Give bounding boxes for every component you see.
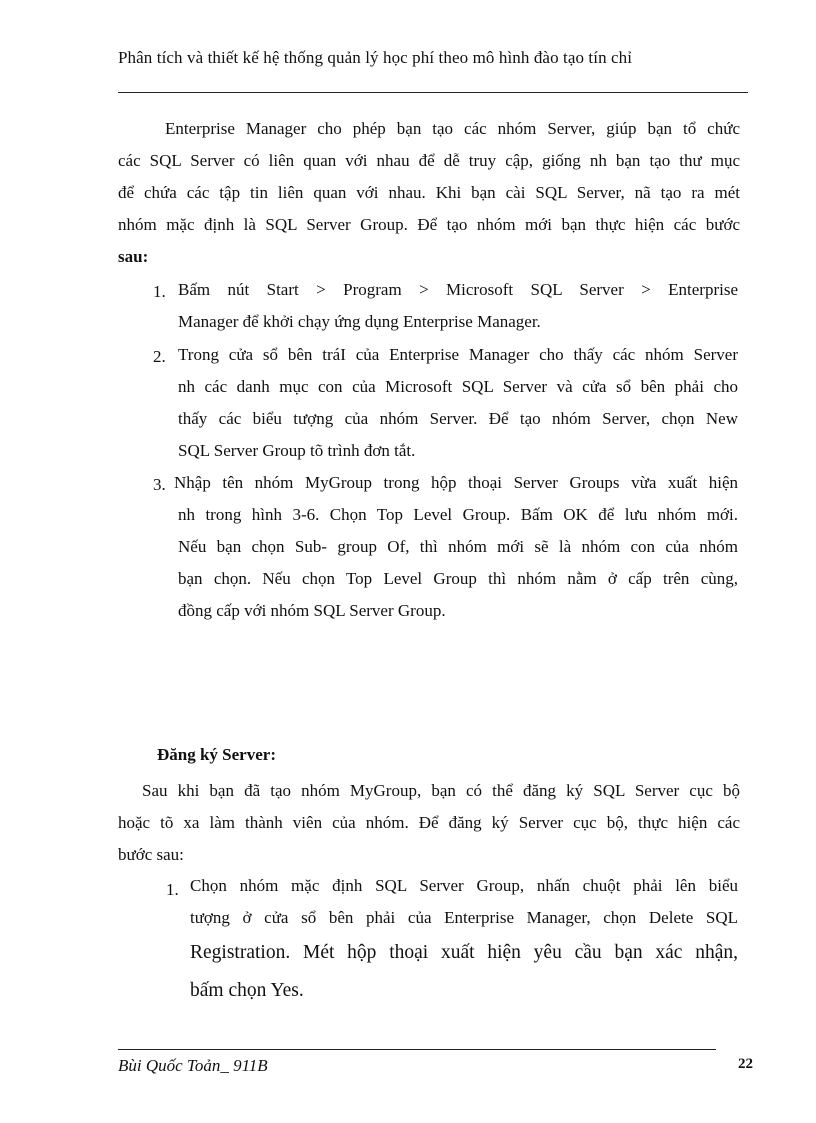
step-line: bạn chọn. Nếu chọn Top Level Group thì nhóm nằm ở cấp trên cùng, [178,569,738,588]
step-body [190,870,738,1010]
step-body [178,339,738,467]
step-line: Bấm nút Start > Program > Microsoft SQL Server > Enterprise [178,280,738,299]
step-line: Registration. Mét hộp thoại xuất hiện yêu cầu bạn xác nhận, [190,942,738,963]
footer-author: Bùi Quốc Toản_ 911B [118,1056,268,1075]
section-heading: Đăng ký Server: [157,745,276,764]
step-body [178,274,738,338]
step-line: Manager để khởi chạy ứng dụng Enterprise Manager. [178,312,541,331]
intro-line: sau: [118,247,149,266]
section2-paragraph [118,775,740,871]
section2-line: bước sau: [118,845,184,864]
step-number: 3. [153,475,166,494]
step-line: nh các danh mục con của Microsoft SQL Server và cửa sổ bên phải cho [178,377,738,396]
intro-paragraph [118,113,740,273]
footer-divider [118,1049,716,1050]
step-line: Nếu bạn chọn Sub- group Of, thì nhóm mới sẽ là nhóm con của nhóm [178,537,738,556]
step-body [174,467,738,627]
page-number: 22 [738,1056,753,1072]
step-line: nh trong hình 3-6. Chọn Top Level Group. Bấm OK để lưu nhóm mới. [178,505,738,524]
step-line: đồng cấp với nhóm SQL Server Group. [178,601,446,620]
step-line: Nhập tên nhóm MyGroup trong hộp thoại Server Groups vừa xuất hiện [174,473,738,492]
page-header-title: Phân tích và thiết kế hệ thống quản lý học phí theo mô hình đào tạo tín chỉ [118,48,633,67]
step-line: tượng ở cửa sổ bên phải của Enterprise Manager, chọn Delete SQL [190,908,738,927]
intro-line: để chứa các tập tin liên quan với nhau. Khi bạn cài SQL Server, nã tạo ra mét [118,183,740,202]
step-number: 1. [166,880,179,899]
step-line: SQL Server Group tõ trình đơn tắt. [178,441,416,460]
step-number: 2. [153,347,166,366]
section2-line: hoặc tõ xa làm thành viên của nhóm. Để đăng ký Server cục bộ, thực hiện các [118,813,740,832]
intro-line: nhóm mặc định là SQL Server Group. Để tạo nhóm mới bạn thực hiện các bước [118,215,740,234]
step-number: 1. [153,282,166,301]
intro-line: các SQL Server có liên quan với nhau để dễ truy cập, giống nh bạn tạo thư mục [118,151,740,170]
section2-line: Sau khi bạn đã tạo nhóm MyGroup, bạn có thể đăng ký SQL Server cục bộ [142,781,740,800]
header-divider [118,92,748,93]
step-line: Trong cửa sổ bên tráI của Enterprise Manager cho thấy các nhóm Server [178,345,738,364]
step-line: thấy các biểu tượng của nhóm Server. Để tạo nhóm Server, chọn New [178,409,738,428]
intro-line: Enterprise Manager cho phép bạn tạo các nhóm Server, giúp bạn tổ chức [165,119,740,138]
step-line: bấm chọn Yes. [190,980,304,1001]
step-line: Chọn nhóm mặc định SQL Server Group, nhấn chuột phải lên biểu [190,876,738,895]
